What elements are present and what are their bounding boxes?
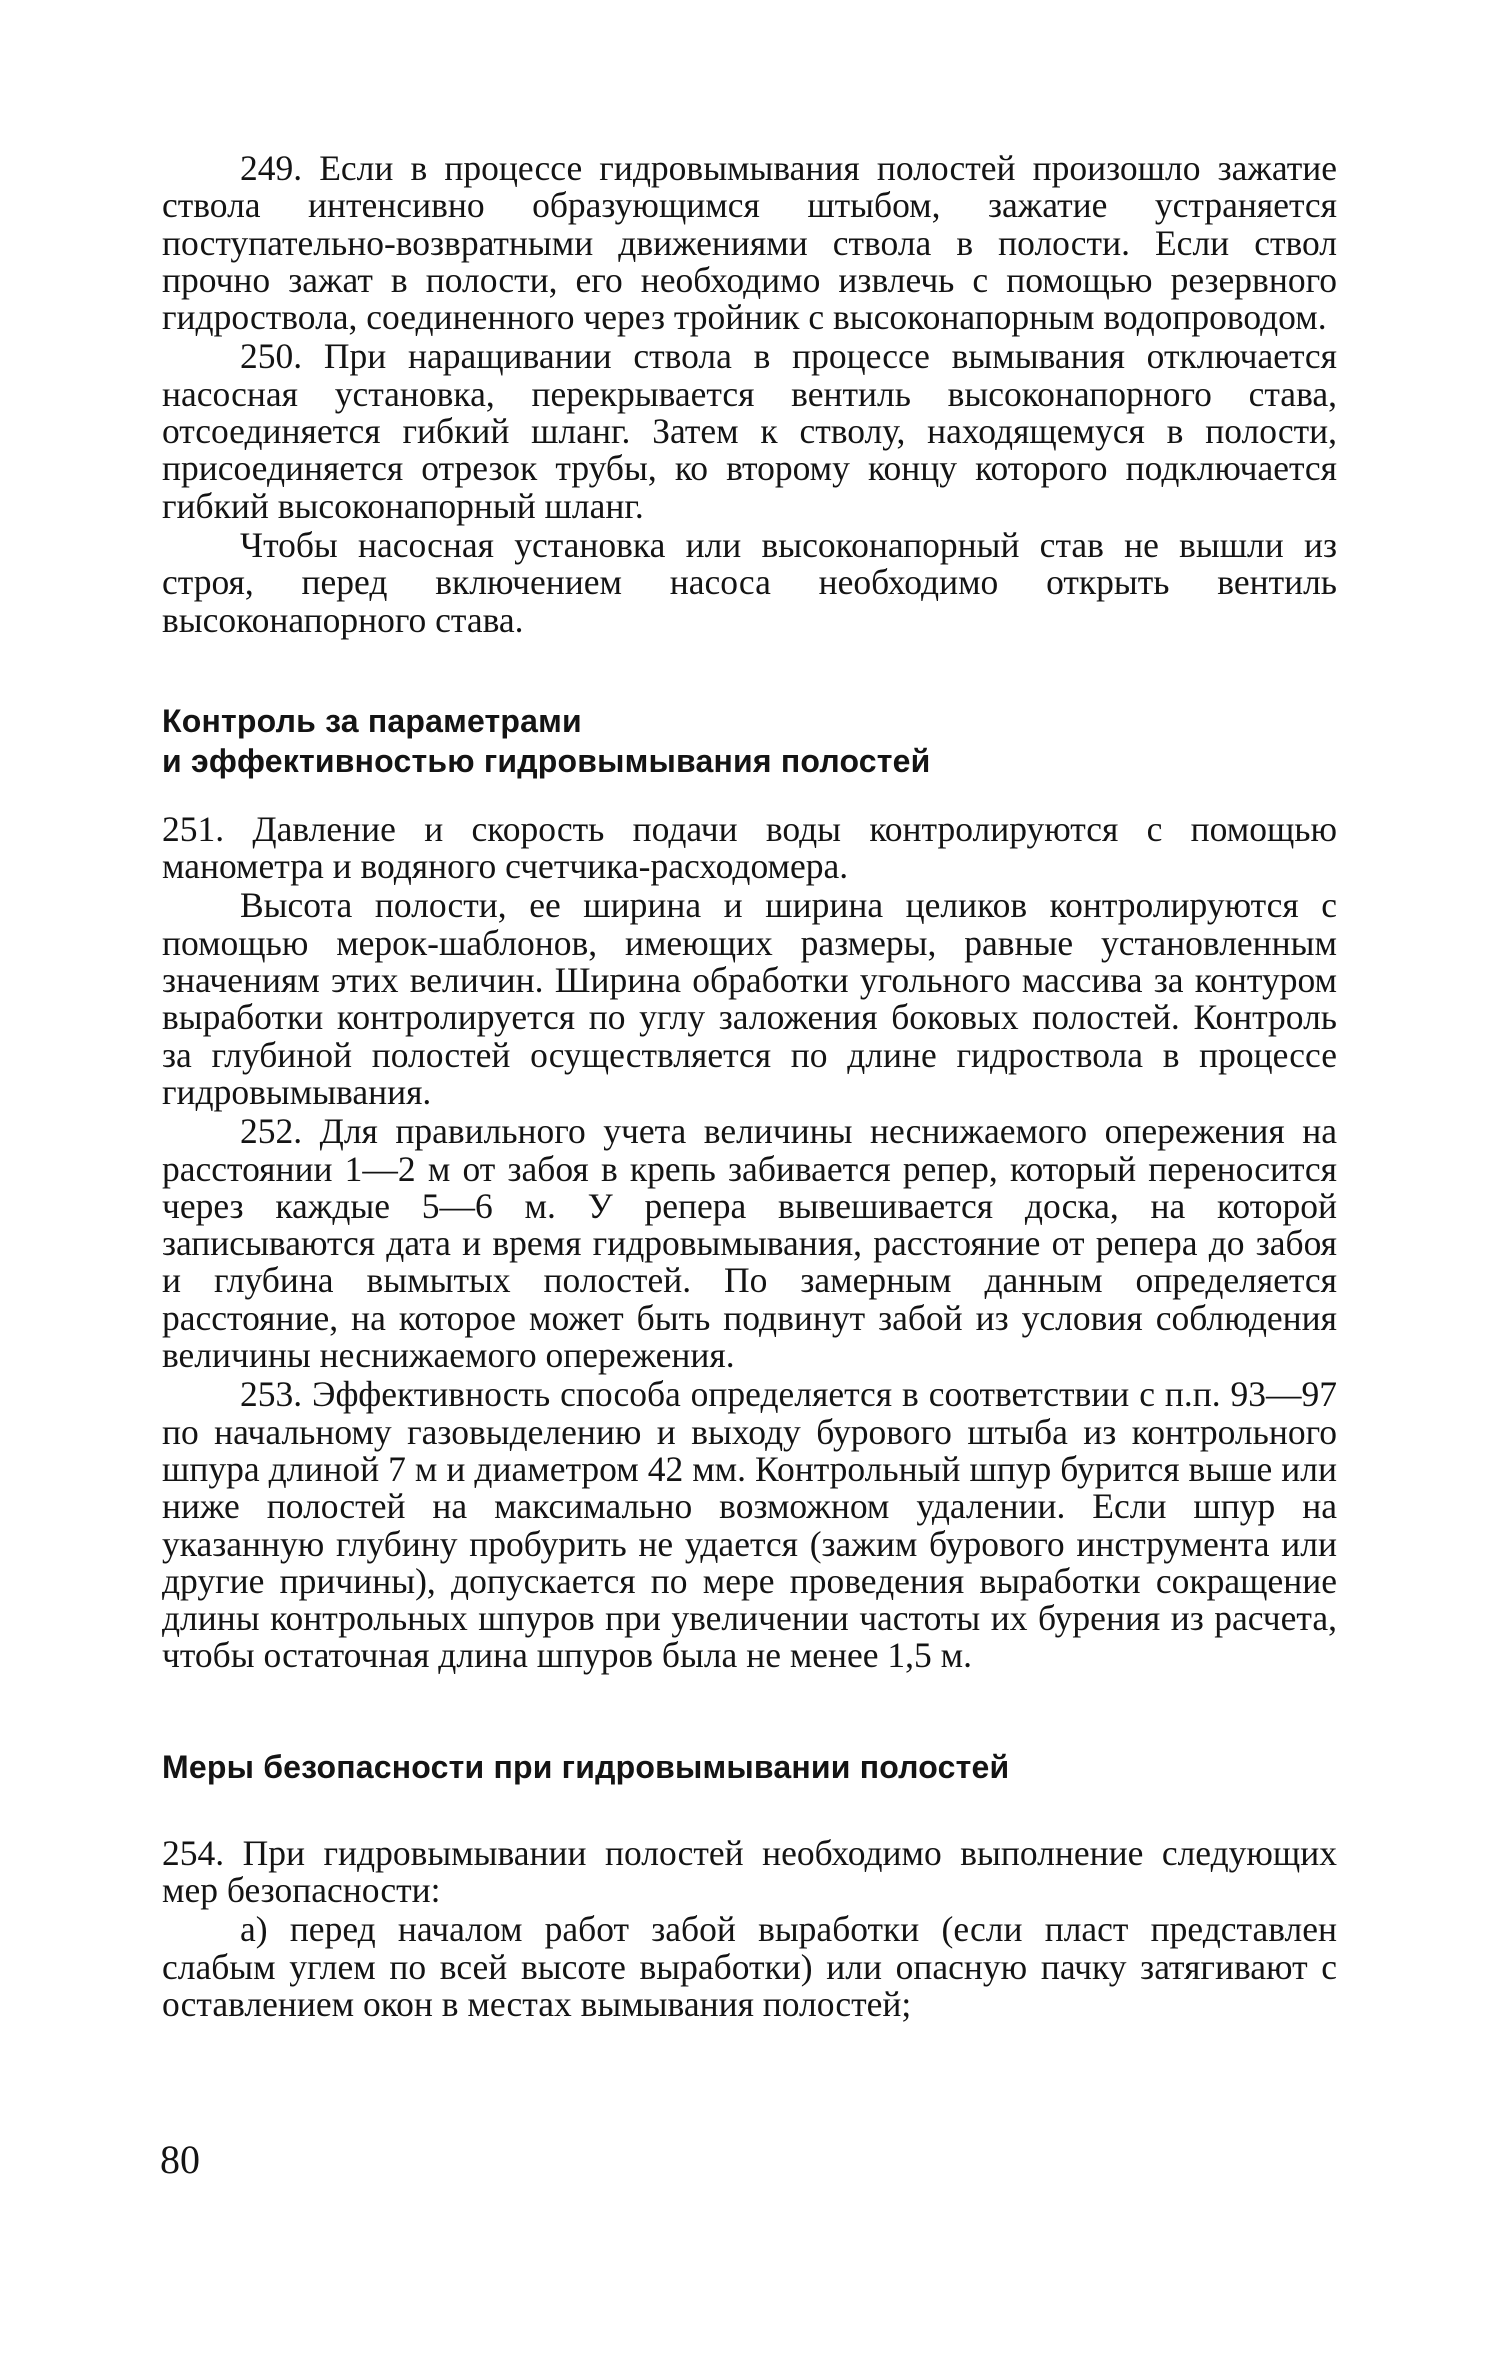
section-heading-control xyxy=(162,701,1337,781)
section-heading-control-line2: и эффективностью гидровымывания полостей xyxy=(162,742,931,779)
paragraph-251-continuation: Высота полости, ее ширина и ширина целиков контролируются с помощью мерок-шаблонов, имеющих размеры, равные установленным значениям этих величин. Ширина обработки угольного массива за контуром выработки контролируется по углу заложения боковых полостей. Контроль за глубиной полостей осуществляется по длине гидроствола в процессе гидровымывания. xyxy=(162,885,1337,1112)
paragraph-251: 251. Давление и скорость подачи воды контролируются с помощью манометра и водяного счетчика-расходомера. xyxy=(162,808,1337,887)
paragraph-254: 254. При гидровымывании полостей необходимо выполнение следующих мер безопасности: xyxy=(162,1832,1337,1910)
section-heading-safety: Меры безопасности при гидровымывании полостей xyxy=(162,1748,1010,1785)
paragraph-250: 250. При наращивании ствола в процессе вымывания отключается насосная установка, перекрывается вентиль высоконапорного става, отсоединяется гибкий шланг. Затем к стволу, находящемуся в полости, присоединяется отрезок трубы, ко второму концу которого подключается гибкий высоконапорный шланг. xyxy=(162,336,1337,526)
paragraph-250-continuation: Чтобы насосная установка или высоконапорный став не вышли из строя, перед включением насоса необходимо открыть вентиль высоконапорного става. xyxy=(162,524,1337,640)
paragraph-249: 249. Если в процессе гидровымывания полостей произошло зажатие ствола интенсивно образующимся штыбом, зажатие устраняется поступательно-возвратными движениями ствола в полости. Если ствол прочно зажат в полости, его необходимо извлечь с помощью резервного гидроствола, соединенного через тройник с высоконапорным водопроводом. xyxy=(162,148,1337,338)
page-number: 80 xyxy=(160,2137,200,2182)
paragraph-254-item-a: а) перед началом работ забой выработки (если пласт представлен слабым углем по всей высоте выработки) или опасную пачку затягивают с оставлением окон в местах вымывания полостей; xyxy=(162,1909,1337,2024)
page-body xyxy=(162,150,1337,2023)
section-heading-control-line1: Контроль за параметрами xyxy=(162,702,582,739)
paragraph-253: 253. Эффективность способа определяется в соответствии с п.п. 93—97 по начальному газовыделению и выходу бурового штыба из контрольного шпура длиной 7 м и диаметром 42 мм. Контрольный шпур бурится выше или ниже полостей на максимально возможном удалении. Если шпур на указанную глубину пробурить не удается (зажим бурового инструмента или другие причины), допускается по мере проведения выработки сокращение длины контрольных шпуров при увеличении частоты их бурения из расчета, чтобы остаточная длина шпуров была не менее 1,5 м. xyxy=(162,1374,1337,1676)
paragraph-252: 252. Для правильного учета величины неснижаемого опережения на расстоянии 1—2 м от забоя в крепь забивается репер, который переносится через каждые 5—6 м. У репера вывешивается доска, на которой записываются дата и время гидровымывания, расстояние от репера до забоя и глубина вымытых полостей. По замерным данным определяется расстояние, на которое может быть подвинут забой из условия соблюдения величины неснижаемого опережения. xyxy=(162,1111,1337,1376)
